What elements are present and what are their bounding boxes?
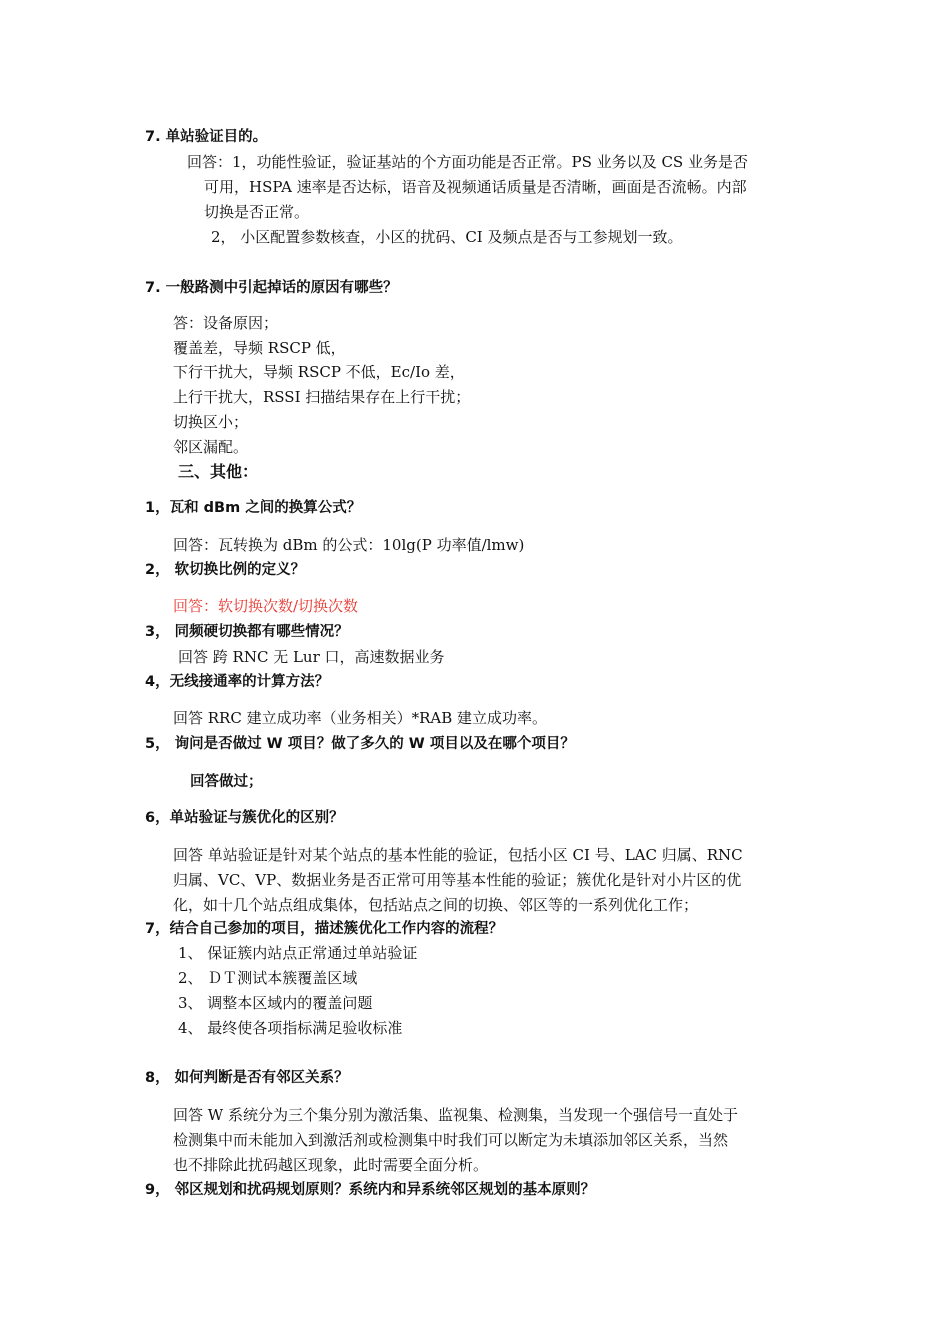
question-9: 9， 邻区规划和扰码规划原则？系统内和异系统邻区规划的基本原则？: [145, 1182, 596, 1198]
answer-line: 化，如十几个站点组成集体，包括站点之间的切换、邻区等的一系列优化工作；: [173, 896, 699, 914]
answer-line: 切换是否正常。: [204, 203, 310, 221]
question-4: 4，无线接通率的计算方法？: [145, 674, 330, 690]
question-7-cluster-workflow: 7，结合自己参加的项目，描述簇优化工作内容的流程？: [145, 921, 504, 937]
answer-line: 回答 RRC 建立成功率（业务相关）*RAB 建立成功率。: [173, 709, 548, 727]
step-item: 2、 ＤＴ测试本簇覆盖区域: [178, 969, 358, 987]
question-2: 2， 软切换比例的定义？: [145, 562, 306, 578]
answer-line: 下行干扰大，导频 RSCP 不低，Ec/Io 差，: [173, 363, 465, 381]
question-7-call-drop-causes: 7. 一般路测中引起掉话的原因有哪些？: [145, 280, 398, 296]
step-item: 3、 调整本区域内的覆盖问题: [178, 994, 373, 1012]
step-item: 4、 最终使各项指标满足验收标准: [178, 1019, 403, 1037]
answer-line: 回答 跨 RNC 无 Lur 口，高速数据业务: [178, 648, 445, 666]
answer-line: 2， 小区配置参数核查，小区的扰码、CI 及频点是否与工参规划一致。: [211, 228, 683, 246]
answer-line: 上行干扰大，RSSI 扫描结果存在上行干扰；: [173, 388, 471, 406]
answer-line-highlighted: 回答：软切换次数/切换次数: [173, 597, 359, 615]
answer-line: 覆盖差，导频 RSCP 低，: [173, 339, 346, 357]
question-1: 1，瓦和 dBm 之间的换算公式？: [145, 500, 362, 516]
section-heading-other: 三、其他：: [178, 462, 259, 481]
answer-line: 切换区小；: [173, 413, 249, 431]
step-item: 1、 保证簇内站点正常通过单站验证: [178, 944, 418, 962]
answer-line: 回答 单站验证是针对某个站点的基本性能的验证，包括小区 CI 号、LAC 归属、RNC: [173, 846, 743, 864]
question-6: 6，单站验证与簇优化的区别？: [145, 810, 344, 826]
answer-line: 归属、VC、VP、数据业务是否正常可用等基本性能的验证；簇优化是针对小片区的优: [173, 871, 742, 889]
answer-line: 可用，HSPA 速率是否达标，语音及视频通话质量是否清晰，画面是否流畅。内部: [204, 178, 747, 196]
question-8: 8， 如何判断是否有邻区关系？: [145, 1070, 349, 1086]
question-3: 3， 同频硬切换都有哪些情况？: [145, 624, 349, 640]
answer-line: 回答：瓦转换为 dBm 的公式：10lg(P 功率值/lmw): [173, 536, 525, 554]
question-5: 5， 询问是否做过 W 项目？做了多久的 W 项目以及在哪个项目？: [145, 736, 575, 752]
answer-line: 检测集中而未能加入到激活剂或检测集中时我们可以断定为未填添加邻区关系，当然: [173, 1131, 729, 1149]
answer-line: 回答 W 系统分为三个集分别为激活集、监视集、检测集，当发现一个强信号一直处于: [173, 1106, 738, 1124]
answer-line: 也不排除此扰码越区现象，此时需要全面分析。: [173, 1156, 489, 1174]
answer-line: 邻区漏配。: [173, 438, 249, 456]
answer-line: 答：设备原因；: [173, 314, 279, 332]
answer-line-bold: 回答做过；: [190, 774, 263, 790]
answer-line: 回答：1，功能性验证，验证基站的个方面功能是否正常。PS 业务以及 CS 业务是否: [187, 153, 748, 171]
question-7-single-site-purpose: 7. 单站验证目的。: [145, 129, 268, 145]
